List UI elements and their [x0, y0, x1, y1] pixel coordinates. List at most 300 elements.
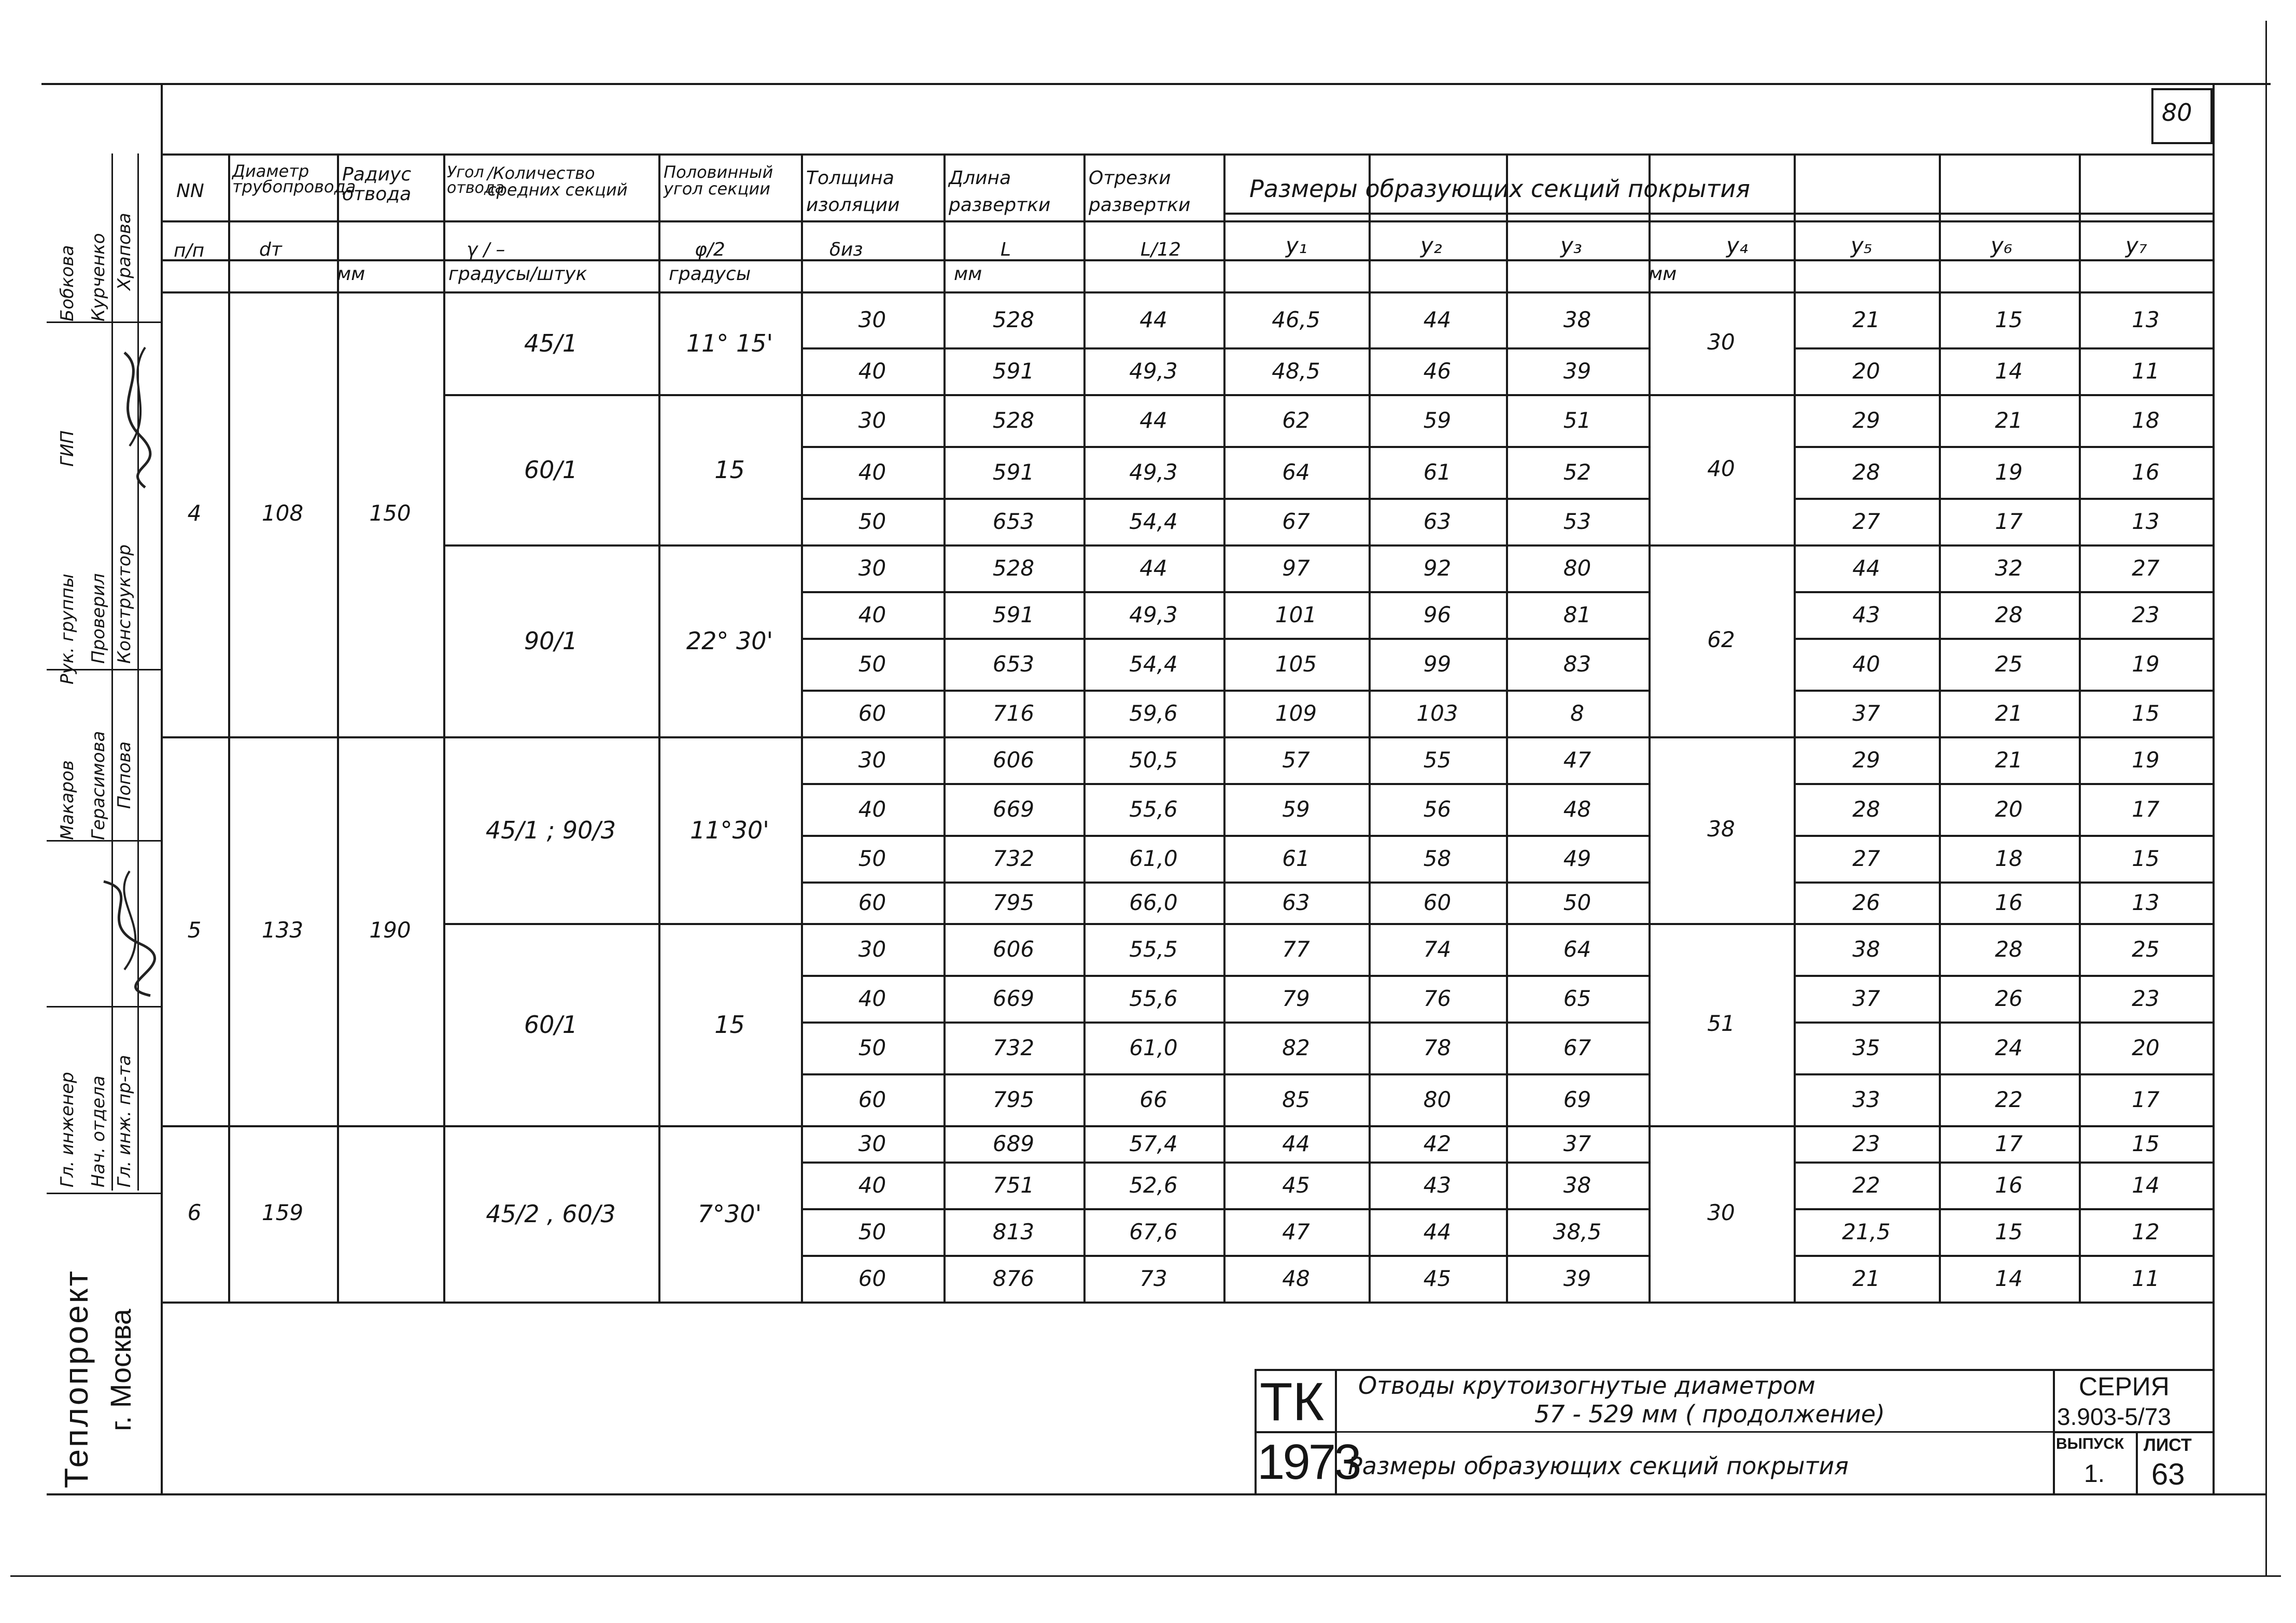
column-line-13: [1939, 153, 1941, 1302]
cell-y6: 21: [1995, 747, 2023, 773]
name-bobkova: Бобкова: [57, 245, 78, 321]
cell-segment: 49,3: [1129, 459, 1178, 485]
row-line-left-9: [801, 736, 1649, 738]
cell-y6: 14: [1995, 358, 2023, 384]
cell-y7: 19: [2132, 651, 2160, 677]
name-khrapova: Храпова: [114, 213, 135, 290]
group-nn: 5: [187, 917, 202, 943]
cell-length: 732: [992, 846, 1035, 871]
cell-y5: 28: [1852, 459, 1880, 485]
cell-y5: 22: [1852, 1172, 1880, 1198]
row-line-left-7: [801, 638, 1649, 640]
cell-y7: 23: [2132, 986, 2160, 1011]
group-line-2: [161, 1125, 443, 1127]
cell-segment: 59,6: [1129, 701, 1178, 726]
role-gip: ГИП: [57, 430, 78, 467]
cell-y2: 42: [1423, 1131, 1452, 1156]
cell-segment: 55,6: [1129, 986, 1178, 1011]
cell-y2: 76: [1423, 986, 1452, 1011]
subgroup-y4: 38: [1707, 816, 1735, 842]
group-nn: 6: [187, 1200, 202, 1225]
stamp-title-1: Отводы крутоизогнутые диаметром: [1358, 1372, 1815, 1400]
cell-y1: 46,5: [1272, 307, 1320, 332]
cell-y3: 47: [1563, 747, 1591, 773]
header-nn: NN: [176, 180, 204, 202]
row-line-right-12: [1794, 882, 2213, 884]
cell-thickness: 30: [858, 747, 886, 773]
header-thickness: Толщина изоляции: [806, 167, 900, 216]
cell-y7: 27: [2132, 555, 2160, 581]
cell-y2: 74: [1423, 936, 1452, 962]
table-bottom-line: [161, 1302, 2213, 1304]
cell-y2: 80: [1423, 1087, 1452, 1112]
row-line-right-14: [1794, 975, 2213, 977]
header-segments: Отрезки развертки: [1089, 167, 1191, 216]
cell-length: 591: [992, 602, 1035, 627]
cell-y1: 67: [1282, 509, 1310, 534]
cell-thickness: 40: [858, 358, 886, 384]
unit-mm-2: мм: [954, 263, 982, 285]
header-length-sub: L: [1001, 239, 1011, 260]
cell-thickness: 60: [858, 701, 886, 726]
stamp-sheet-label: ЛИСТ: [2144, 1435, 2192, 1455]
header-diameter-sub: dт: [259, 239, 282, 260]
subgroup-y4: 40: [1707, 456, 1735, 481]
row-line-right-2: [1794, 394, 2213, 396]
cell-y5: 27: [1852, 846, 1880, 871]
header-length: Длина развертки: [949, 167, 1051, 216]
subgroup-half-angle: 11°30': [690, 816, 769, 844]
header-segments-sub: L/12: [1140, 239, 1181, 260]
cell-y3: 39: [1563, 1266, 1591, 1291]
row-line-right-5: [1794, 544, 2213, 547]
header-angle: Угол отвода: [447, 163, 504, 197]
cell-y6: 22: [1995, 1087, 2023, 1112]
cell-y3: 38,5: [1553, 1219, 1602, 1244]
cell-segment: 61,0: [1129, 1035, 1178, 1060]
cell-y5: 28: [1852, 796, 1880, 822]
row-line-left-19: [801, 1208, 1649, 1210]
row-line-left-1: [801, 347, 1649, 349]
cell-y7: 23: [2132, 602, 2160, 627]
unit-mm-1: мм: [337, 263, 365, 285]
cell-segment: 66: [1139, 1087, 1167, 1112]
row-line-left-14: [801, 975, 1649, 977]
title-block-h3: [1335, 1431, 2053, 1433]
stamp-series-value: 3.903-5/73: [2057, 1403, 2171, 1430]
role-konstruktor: Конструктор: [114, 544, 135, 664]
cell-y2: 56: [1423, 796, 1452, 822]
cell-y6: 28: [1995, 602, 2023, 627]
subgroup-angle: 60/1: [524, 1011, 578, 1039]
right-frame-line: [2213, 83, 2215, 1493]
header-angle-sub: γ / –: [467, 239, 505, 260]
cell-segment: 54,4: [1129, 509, 1178, 534]
cell-length: 528: [992, 555, 1035, 581]
cell-y3: 39: [1563, 358, 1591, 384]
column-line-8: [1223, 153, 1226, 1302]
header-half-angle-sub: φ/2: [695, 239, 725, 260]
cell-thickness: 50: [858, 509, 886, 534]
cell-y5: 27: [1852, 509, 1880, 534]
subgroup-y4: 30: [1707, 1200, 1735, 1225]
header-y6: y₆: [1991, 233, 2012, 258]
subgroup-half-angle: 7°30': [697, 1200, 762, 1228]
cell-segment: 50,5: [1129, 747, 1178, 773]
far-right-line: [2265, 21, 2267, 1576]
unit-mm-3: мм: [1649, 263, 1677, 285]
subgroup-y4: 51: [1707, 1011, 1735, 1036]
title-block-h2: [2053, 1431, 2213, 1433]
stamp-tk: ТК: [1260, 1372, 1325, 1432]
left-frame-line: [161, 83, 163, 1493]
cell-y3: 38: [1563, 307, 1591, 332]
subgroup-angle: 45/1 ; 90/3: [485, 816, 616, 844]
row-line-left-20: [801, 1255, 1649, 1257]
cell-y3: 53: [1563, 509, 1591, 534]
group-diameter: 159: [261, 1200, 304, 1225]
subgroup-y4-line-1: [1649, 394, 1794, 396]
cell-y5: 38: [1852, 936, 1880, 962]
cell-thickness: 40: [858, 986, 886, 1011]
cell-y1: 45: [1282, 1172, 1310, 1198]
cell-y6: 16: [1995, 890, 2023, 915]
row-line-right-19: [1794, 1208, 2213, 1210]
subgroup-angle: 60/1: [524, 456, 578, 484]
cell-y1: 61: [1282, 846, 1310, 871]
row-line-right-4: [1794, 498, 2213, 500]
cell-y7: 13: [2132, 509, 2160, 534]
cell-y3: 38: [1563, 1172, 1591, 1198]
cell-y2: 43: [1423, 1172, 1452, 1198]
cell-y2: 103: [1416, 701, 1458, 726]
header-y3: y₃: [1560, 233, 1582, 258]
cell-segment: 54,4: [1129, 651, 1178, 677]
cell-y2: 46: [1423, 358, 1452, 384]
cell-length: 653: [992, 509, 1035, 534]
cell-y7: 11: [2132, 358, 2160, 384]
cell-y6: 15: [1995, 1219, 2023, 1244]
cell-y5: 29: [1852, 408, 1880, 433]
row-line-right-20: [1794, 1255, 2213, 1257]
cell-thickness: 50: [858, 846, 886, 871]
stamp-year: 1973: [1257, 1434, 1360, 1490]
row-line-right-1: [1794, 347, 2213, 349]
cell-y1: 101: [1275, 602, 1317, 627]
cell-thickness: 60: [858, 1087, 886, 1112]
cell-y1: 109: [1275, 701, 1317, 726]
stamp-issue-label: ВЫПУСК: [2056, 1435, 2124, 1452]
cell-y3: 81: [1563, 602, 1591, 627]
cell-segment: 66,0: [1129, 890, 1178, 915]
header-y7: y₇: [2125, 233, 2147, 258]
cell-y7: 20: [2132, 1035, 2160, 1060]
cell-y7: 12: [2132, 1219, 2160, 1244]
row-line-right-7: [1794, 638, 2213, 640]
cell-y7: 13: [2132, 890, 2160, 915]
stamp-title-2: 57 - 529 мм ( продолжение): [1534, 1400, 1885, 1428]
cell-y3: 48: [1563, 796, 1591, 822]
cell-segment: 55,5: [1129, 936, 1178, 962]
bottom-margin-line: [10, 1575, 2281, 1577]
cell-y6: 28: [1995, 936, 2023, 962]
cell-y7: 11: [2132, 1266, 2160, 1291]
cell-y3: 64: [1563, 936, 1591, 962]
cell-y2: 99: [1423, 651, 1452, 677]
unit-deg: градусы: [669, 263, 751, 285]
row-line-left-10: [801, 783, 1649, 785]
cell-y2: 92: [1423, 555, 1452, 581]
column-line-12: [1794, 153, 1796, 1302]
cell-y5: 40: [1852, 651, 1880, 677]
cell-thickness: 40: [858, 602, 886, 627]
cell-y5: 23: [1852, 1131, 1880, 1156]
cell-y6: 21: [1995, 408, 2023, 433]
title-block-v3: [2136, 1431, 2138, 1493]
cell-y5: 37: [1852, 986, 1880, 1011]
cell-y2: 59: [1423, 408, 1452, 433]
top-frame-line-2: [161, 153, 2214, 156]
cell-thickness: 50: [858, 651, 886, 677]
name-kurchenko: Курченко: [88, 233, 109, 321]
cell-thickness: 30: [858, 1131, 886, 1156]
row-line-right-3: [1794, 446, 2213, 448]
unit-deg-pcs: градусы/штук: [448, 263, 587, 285]
header-y1: y₁: [1286, 233, 1307, 258]
cell-y7: 13: [2132, 307, 2160, 332]
cell-y1: 77: [1282, 936, 1310, 962]
cell-y7: 25: [2132, 936, 2160, 962]
subgroup-y4-line-4: [1649, 923, 1794, 925]
subgroup-half-angle: 15: [714, 456, 745, 484]
role-proveril: Проверил: [88, 573, 109, 664]
cell-thickness: 40: [858, 459, 886, 485]
row-line-left-17: [801, 1125, 1649, 1127]
cell-segment: 44: [1139, 408, 1167, 433]
subgroup-y4: 62: [1707, 627, 1735, 652]
cell-y1: 79: [1282, 986, 1310, 1011]
cell-y1: 64: [1282, 459, 1310, 485]
cell-y3: 83: [1563, 651, 1591, 677]
cell-thickness: 30: [858, 555, 886, 581]
cell-y1: 105: [1275, 651, 1317, 677]
cell-y5: 21: [1852, 307, 1880, 332]
header-y4: y₄: [1726, 233, 1748, 258]
cell-y1: 85: [1282, 1087, 1310, 1112]
column-line-6: [943, 153, 946, 1302]
name-popova: Попова: [114, 741, 135, 809]
row-line-right-18: [1794, 1162, 2213, 1164]
cell-segment: 44: [1139, 555, 1167, 581]
cell-segment: 49,3: [1129, 358, 1178, 384]
column-line-7: [1083, 153, 1086, 1302]
cell-segment: 55,6: [1129, 796, 1178, 822]
cell-y2: 61: [1423, 459, 1452, 485]
row-line-left-6: [801, 591, 1649, 593]
cell-thickness: 40: [858, 796, 886, 822]
cell-length: 591: [992, 459, 1035, 485]
cell-y1: 63: [1282, 890, 1310, 915]
cell-y5: 26: [1852, 890, 1880, 915]
subgroup-line-2: [443, 544, 801, 547]
row-line-right-17: [1794, 1125, 2213, 1127]
cell-thickness: 60: [858, 1266, 886, 1291]
cell-y5: 20: [1852, 358, 1880, 384]
row-line-left-12: [801, 882, 1649, 884]
cell-y7: 15: [2132, 846, 2160, 871]
row-line-right-8: [1794, 690, 2213, 692]
cell-y7: 18: [2132, 408, 2160, 433]
cell-y3: 51: [1563, 408, 1591, 433]
org-name-line2: г. Москва: [104, 1309, 137, 1431]
row-line-right-13: [1794, 923, 2213, 925]
row-line-left-8: [801, 690, 1649, 692]
group-radius: 190: [369, 917, 411, 943]
cell-y7: 17: [2132, 1087, 2160, 1112]
cell-length: 653: [992, 651, 1035, 677]
cell-y1: 62: [1282, 408, 1310, 433]
cell-y5: 21: [1852, 1266, 1880, 1291]
cell-length: 606: [992, 747, 1035, 773]
cell-y7: 17: [2132, 796, 2160, 822]
group-radius: 150: [369, 500, 411, 526]
row-line-left-5: [801, 544, 1649, 547]
cell-y3: 8: [1570, 701, 1584, 726]
cell-length: 795: [992, 890, 1035, 915]
cell-y3: 37: [1563, 1131, 1591, 1156]
subgroup-line-5: [443, 1125, 801, 1127]
subgroup-y4-line-5: [1649, 1125, 1794, 1127]
row-line-left-18: [801, 1162, 1649, 1164]
column-line-14: [2079, 153, 2081, 1302]
cell-length: 606: [992, 936, 1035, 962]
column-line-3: [443, 153, 445, 1302]
cell-y1: 82: [1282, 1035, 1310, 1060]
cell-y6: 24: [1995, 1035, 2023, 1060]
cell-y1: 48,5: [1272, 358, 1320, 384]
cell-y1: 47: [1282, 1219, 1310, 1244]
cell-y5: 33: [1852, 1087, 1880, 1112]
cell-y1: 57: [1282, 747, 1310, 773]
cell-y3: 65: [1563, 986, 1591, 1011]
cell-thickness: 50: [858, 1219, 886, 1244]
header-y5: y₅: [1851, 233, 1872, 258]
role-gl-inzh-prta: Гл. инж. пр-та: [114, 1055, 135, 1187]
cell-segment: 73: [1139, 1266, 1167, 1291]
subgroup-line-3: [443, 736, 801, 738]
cell-y7: 15: [2132, 701, 2160, 726]
cell-y6: 17: [1995, 509, 2023, 534]
cell-y1: 97: [1282, 555, 1310, 581]
header-sub-line: [161, 220, 2213, 222]
row-line-left-2: [801, 394, 1649, 396]
cell-thickness: 30: [858, 307, 886, 332]
header-thickness-sub: δиз: [829, 239, 863, 260]
cell-y6: 15: [1995, 307, 2023, 332]
group-diameter: 133: [261, 917, 304, 943]
org-name-line1: Теплопроект: [58, 1269, 95, 1488]
cell-y3: 67: [1563, 1035, 1591, 1060]
subgroup-half-angle: 15: [714, 1011, 745, 1039]
cell-length: 716: [992, 701, 1035, 726]
side-sep-5: [47, 1193, 161, 1194]
cell-y7: 19: [2132, 747, 2160, 773]
subgroup-line-4: [443, 923, 801, 925]
header-sizes: Размеры образующих секций покрытия: [1249, 175, 1750, 203]
row-line-left-3: [801, 446, 1649, 448]
cell-y5: 37: [1852, 701, 1880, 726]
subgroup-y4-line-2: [1649, 544, 1794, 547]
cell-length: 876: [992, 1266, 1035, 1291]
cell-segment: 57,4: [1129, 1131, 1178, 1156]
subgroup-angle: 45/2 , 60/3: [486, 1200, 616, 1228]
cell-segment: 52,6: [1129, 1172, 1178, 1198]
cell-y2: 44: [1423, 307, 1452, 332]
cell-y2: 44: [1423, 1219, 1452, 1244]
cell-segment: 49,3: [1129, 602, 1178, 627]
cell-length: 689: [992, 1131, 1035, 1156]
header-radius: Радиус отвода: [342, 164, 412, 205]
stamp-subtitle: Размеры образующих секций покрытия: [1348, 1452, 1849, 1480]
cell-y2: 63: [1423, 509, 1452, 534]
cell-segment: 44: [1139, 307, 1167, 332]
subgroup-y4-line-3: [1649, 736, 1794, 738]
cell-y6: 26: [1995, 986, 2023, 1011]
stamp-series-label: СЕРИЯ: [2079, 1372, 2170, 1401]
cell-y2: 60: [1423, 890, 1452, 915]
cell-length: 813: [992, 1219, 1035, 1244]
subgroup-half-angle: 22° 30': [686, 627, 773, 655]
sizes-header-line: [1223, 213, 2213, 215]
header-diameter: Диаметр трубопровода: [232, 161, 356, 197]
column-line-5: [801, 153, 803, 1302]
cell-y5: 44: [1852, 555, 1880, 581]
stamp-sheet-value: 63: [2151, 1458, 2185, 1491]
group-diameter: 108: [261, 500, 304, 526]
header-y2: y₂: [1420, 233, 1442, 258]
cell-y2: 78: [1423, 1035, 1452, 1060]
row-line-left-4: [801, 498, 1649, 500]
cell-y5: 21,5: [1842, 1219, 1891, 1244]
subgroup-angle: 45/1: [524, 329, 578, 357]
cell-y2: 55: [1423, 747, 1452, 773]
cell-y5: 35: [1852, 1035, 1880, 1060]
cell-y3: 80: [1563, 555, 1591, 581]
cell-y6: 32: [1995, 555, 2023, 581]
cell-thickness: 60: [858, 890, 886, 915]
group-nn: 4: [187, 500, 202, 526]
stamp-issue-value: 1.: [2084, 1460, 2105, 1488]
row-line-right-10: [1794, 783, 2213, 785]
side-sep-1: [47, 321, 161, 323]
row-line-right-6: [1794, 591, 2213, 593]
header-bottom-line: [161, 291, 2213, 293]
column-line-1: [228, 153, 230, 1302]
cell-thickness: 40: [858, 1172, 886, 1198]
cell-length: 751: [992, 1172, 1035, 1198]
header-half-angle: Половинный угол секции: [664, 162, 773, 199]
cell-y7: 16: [2132, 459, 2160, 485]
cell-thickness: 30: [858, 408, 886, 433]
cell-y1: 59: [1282, 796, 1310, 822]
cell-length: 528: [992, 307, 1035, 332]
name-gerasimova: Герасимова: [88, 731, 109, 840]
cell-y6: 16: [1995, 1172, 2023, 1198]
column-line-9: [1369, 153, 1371, 1302]
cell-y1: 44: [1282, 1131, 1310, 1156]
group-line-1: [161, 736, 443, 738]
cell-length: 591: [992, 358, 1035, 384]
